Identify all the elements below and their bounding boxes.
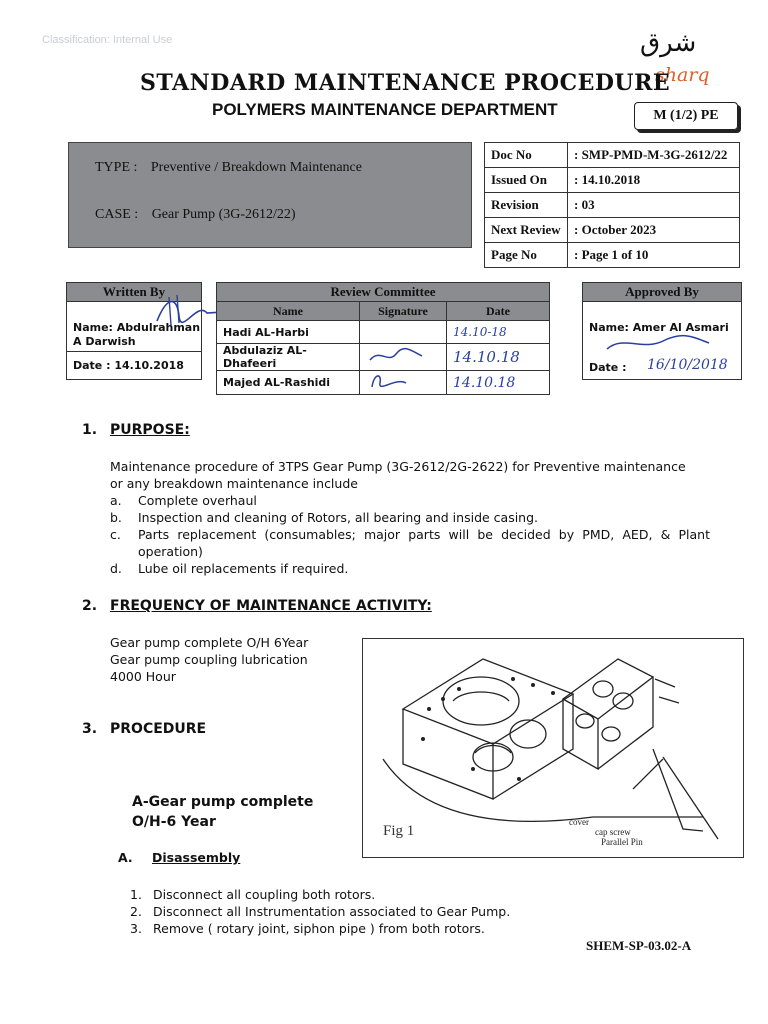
doc-info-key: Issued On <box>485 168 568 193</box>
purpose-item <box>110 492 710 509</box>
doc-info-row <box>485 243 740 268</box>
approved-by-date-label: Date : <box>589 361 627 374</box>
approved-by-box <box>582 282 742 380</box>
document-code-box <box>634 102 738 130</box>
form-reference-code: SHEM-SP-03.02-A <box>586 938 692 953</box>
case-label: CASE : <box>95 207 139 222</box>
case-row <box>95 207 296 223</box>
review-header-row <box>217 283 550 302</box>
procedure-step-text: Disconnect all Instrumentation associated to Gear Pump. <box>153 904 511 919</box>
frequency-heading: FREQUENCY OF MAINTENANCE ACTIVITY: <box>110 598 432 614</box>
reviewer-signature <box>360 321 447 344</box>
doc-info-value: : 03 <box>568 193 740 218</box>
purpose-text: Maintenance procedure of 3TPS Gear Pump (3G-2612/2G-2622) for Preventive maintenance or any breakdown maintenance include <box>110 459 686 491</box>
procedure-step-marker: 2. <box>130 904 142 919</box>
disassembly-marker: A. <box>118 850 133 865</box>
type-value: Preventive / Breakdown Maintenance <box>150 160 362 175</box>
frequency-line: Gear pump complete O/H 6Year <box>110 635 309 650</box>
written-by-box <box>66 282 202 380</box>
company-logo-arabic: شرق <box>640 28 697 58</box>
reviewer-signature-mark <box>366 371 426 391</box>
reviewer-name: Majed AL-Rashidi <box>217 371 360 395</box>
review-row <box>217 344 550 371</box>
document-title: STANDARD MAINTENANCE PROCEDURE <box>140 70 671 96</box>
review-row <box>217 371 550 395</box>
purpose-item-text: Inspection and cleaning of Rotors, all bearing and inside casing. <box>138 510 539 525</box>
frequency-heading-number: 2. <box>82 598 98 614</box>
doc-info-value: : SMP-PMD-M-3G-2612/22 <box>568 143 740 168</box>
doc-info-value: : 14.10.2018 <box>568 168 740 193</box>
purpose-item <box>110 560 710 577</box>
reviewer-name: Abdulaziz AL-Dhafeeri <box>217 344 360 371</box>
figure-label-cap-screw: cap screw <box>595 827 631 837</box>
doc-info-row <box>485 143 740 168</box>
type-row <box>95 160 362 176</box>
column-header-signature: Signature <box>360 302 447 321</box>
written-by-name: Name: Abdulrahman A Darwish <box>73 321 201 348</box>
doc-info-value: : Page 1 of 10 <box>568 243 740 268</box>
figure-caption: Fig 1 <box>383 823 415 839</box>
doc-info-key: Next Review <box>485 218 568 243</box>
type-case-box <box>68 142 472 248</box>
review-committee-table <box>216 282 550 395</box>
procedure-heading: PROCEDURE <box>110 721 207 737</box>
disassembly-heading: Disassembly <box>152 850 241 865</box>
department-title: POLYMERS MAINTENANCE DEPARTMENT <box>212 100 558 119</box>
purpose-item-marker: b. <box>110 510 122 525</box>
purpose-heading: PURPOSE: <box>110 422 190 438</box>
review-date: 14.10-18 <box>447 321 550 344</box>
review-date: 14.10.18 <box>447 371 550 395</box>
gear-pump-drawing <box>363 639 743 857</box>
purpose-item <box>110 509 710 526</box>
review-column-headers <box>217 302 550 321</box>
doc-info-key: Doc No <box>485 143 568 168</box>
procedure-step-text: Remove ( rotary joint, siphon pipe ) from both rotors. <box>153 921 485 936</box>
figure-gear-pump <box>362 638 744 858</box>
doc-info-row <box>485 193 740 218</box>
purpose-item-text: Parts replacement (consumables; major parts will be decided by PMD, AED, & Plant operation) <box>138 527 710 559</box>
written-by-date: Date : 14.10.2018 <box>73 359 184 372</box>
purpose-list <box>110 492 710 577</box>
written-by-divider <box>67 351 201 352</box>
doc-info-value: : October 2023 <box>568 218 740 243</box>
doc-info-key: Page No <box>485 243 568 268</box>
procedure-step <box>130 920 510 937</box>
doc-info-row <box>485 168 740 193</box>
frequency-line: Gear pump coupling lubrication <box>110 652 308 667</box>
company-logo-english: sharq <box>655 64 710 86</box>
figure-label-cover: cover <box>569 817 589 827</box>
approved-by-signature <box>603 333 713 355</box>
reviewer-name: Hadi AL-Harbi <box>217 321 360 344</box>
purpose-heading-number: 1. <box>82 422 98 438</box>
classification-label: Classification: Internal Use <box>42 34 173 46</box>
procedure-step-marker: 3. <box>130 921 142 936</box>
column-header-date: Date <box>447 302 550 321</box>
purpose-item-marker: a. <box>110 493 122 508</box>
doc-info-row <box>485 218 740 243</box>
reviewer-signature <box>360 371 447 395</box>
purpose-item <box>110 526 710 560</box>
frequency-line: 4000 Hour <box>110 669 176 684</box>
case-value: Gear Pump (3G-2612/22) <box>151 207 296 222</box>
purpose-item-marker: c. <box>110 527 121 542</box>
reviewer-signature-mark <box>366 346 426 366</box>
review-date: 14.10.18 <box>447 344 550 371</box>
procedure-heading-number: 3. <box>82 721 98 737</box>
procedure-step-marker: 1. <box>130 887 142 902</box>
procedure-step <box>130 886 510 903</box>
document-code: M (1/2) PE <box>653 108 719 123</box>
frequency-lines <box>110 634 308 685</box>
review-row <box>217 321 550 344</box>
purpose-item-text: Complete overhaul <box>138 493 257 508</box>
doc-info-key: Revision <box>485 193 568 218</box>
procedure-step <box>130 903 510 920</box>
purpose-item-text: Lube oil replacements if required. <box>138 561 349 576</box>
approved-by-name: Name: Amer Al Asmari <box>589 321 729 334</box>
review-committee-header: Review Committee <box>217 283 550 302</box>
purpose-item-marker: d. <box>110 561 122 576</box>
approved-by-date: 16/10/2018 <box>647 357 728 373</box>
document-info-table <box>484 142 740 268</box>
written-by-header: Written By <box>67 283 201 302</box>
figure-label-parallel-pin: Parallel Pin <box>601 837 643 847</box>
reviewer-signature <box>360 344 447 371</box>
column-header-name: Name <box>217 302 360 321</box>
procedure-steps <box>130 886 510 937</box>
procedure-step-text: Disconnect all coupling both rotors. <box>153 887 376 902</box>
approved-by-header: Approved By <box>583 283 741 302</box>
type-label: TYPE : <box>95 160 138 175</box>
procedure-subheading: A-Gear pump complete O/H-6 Year <box>132 794 314 830</box>
